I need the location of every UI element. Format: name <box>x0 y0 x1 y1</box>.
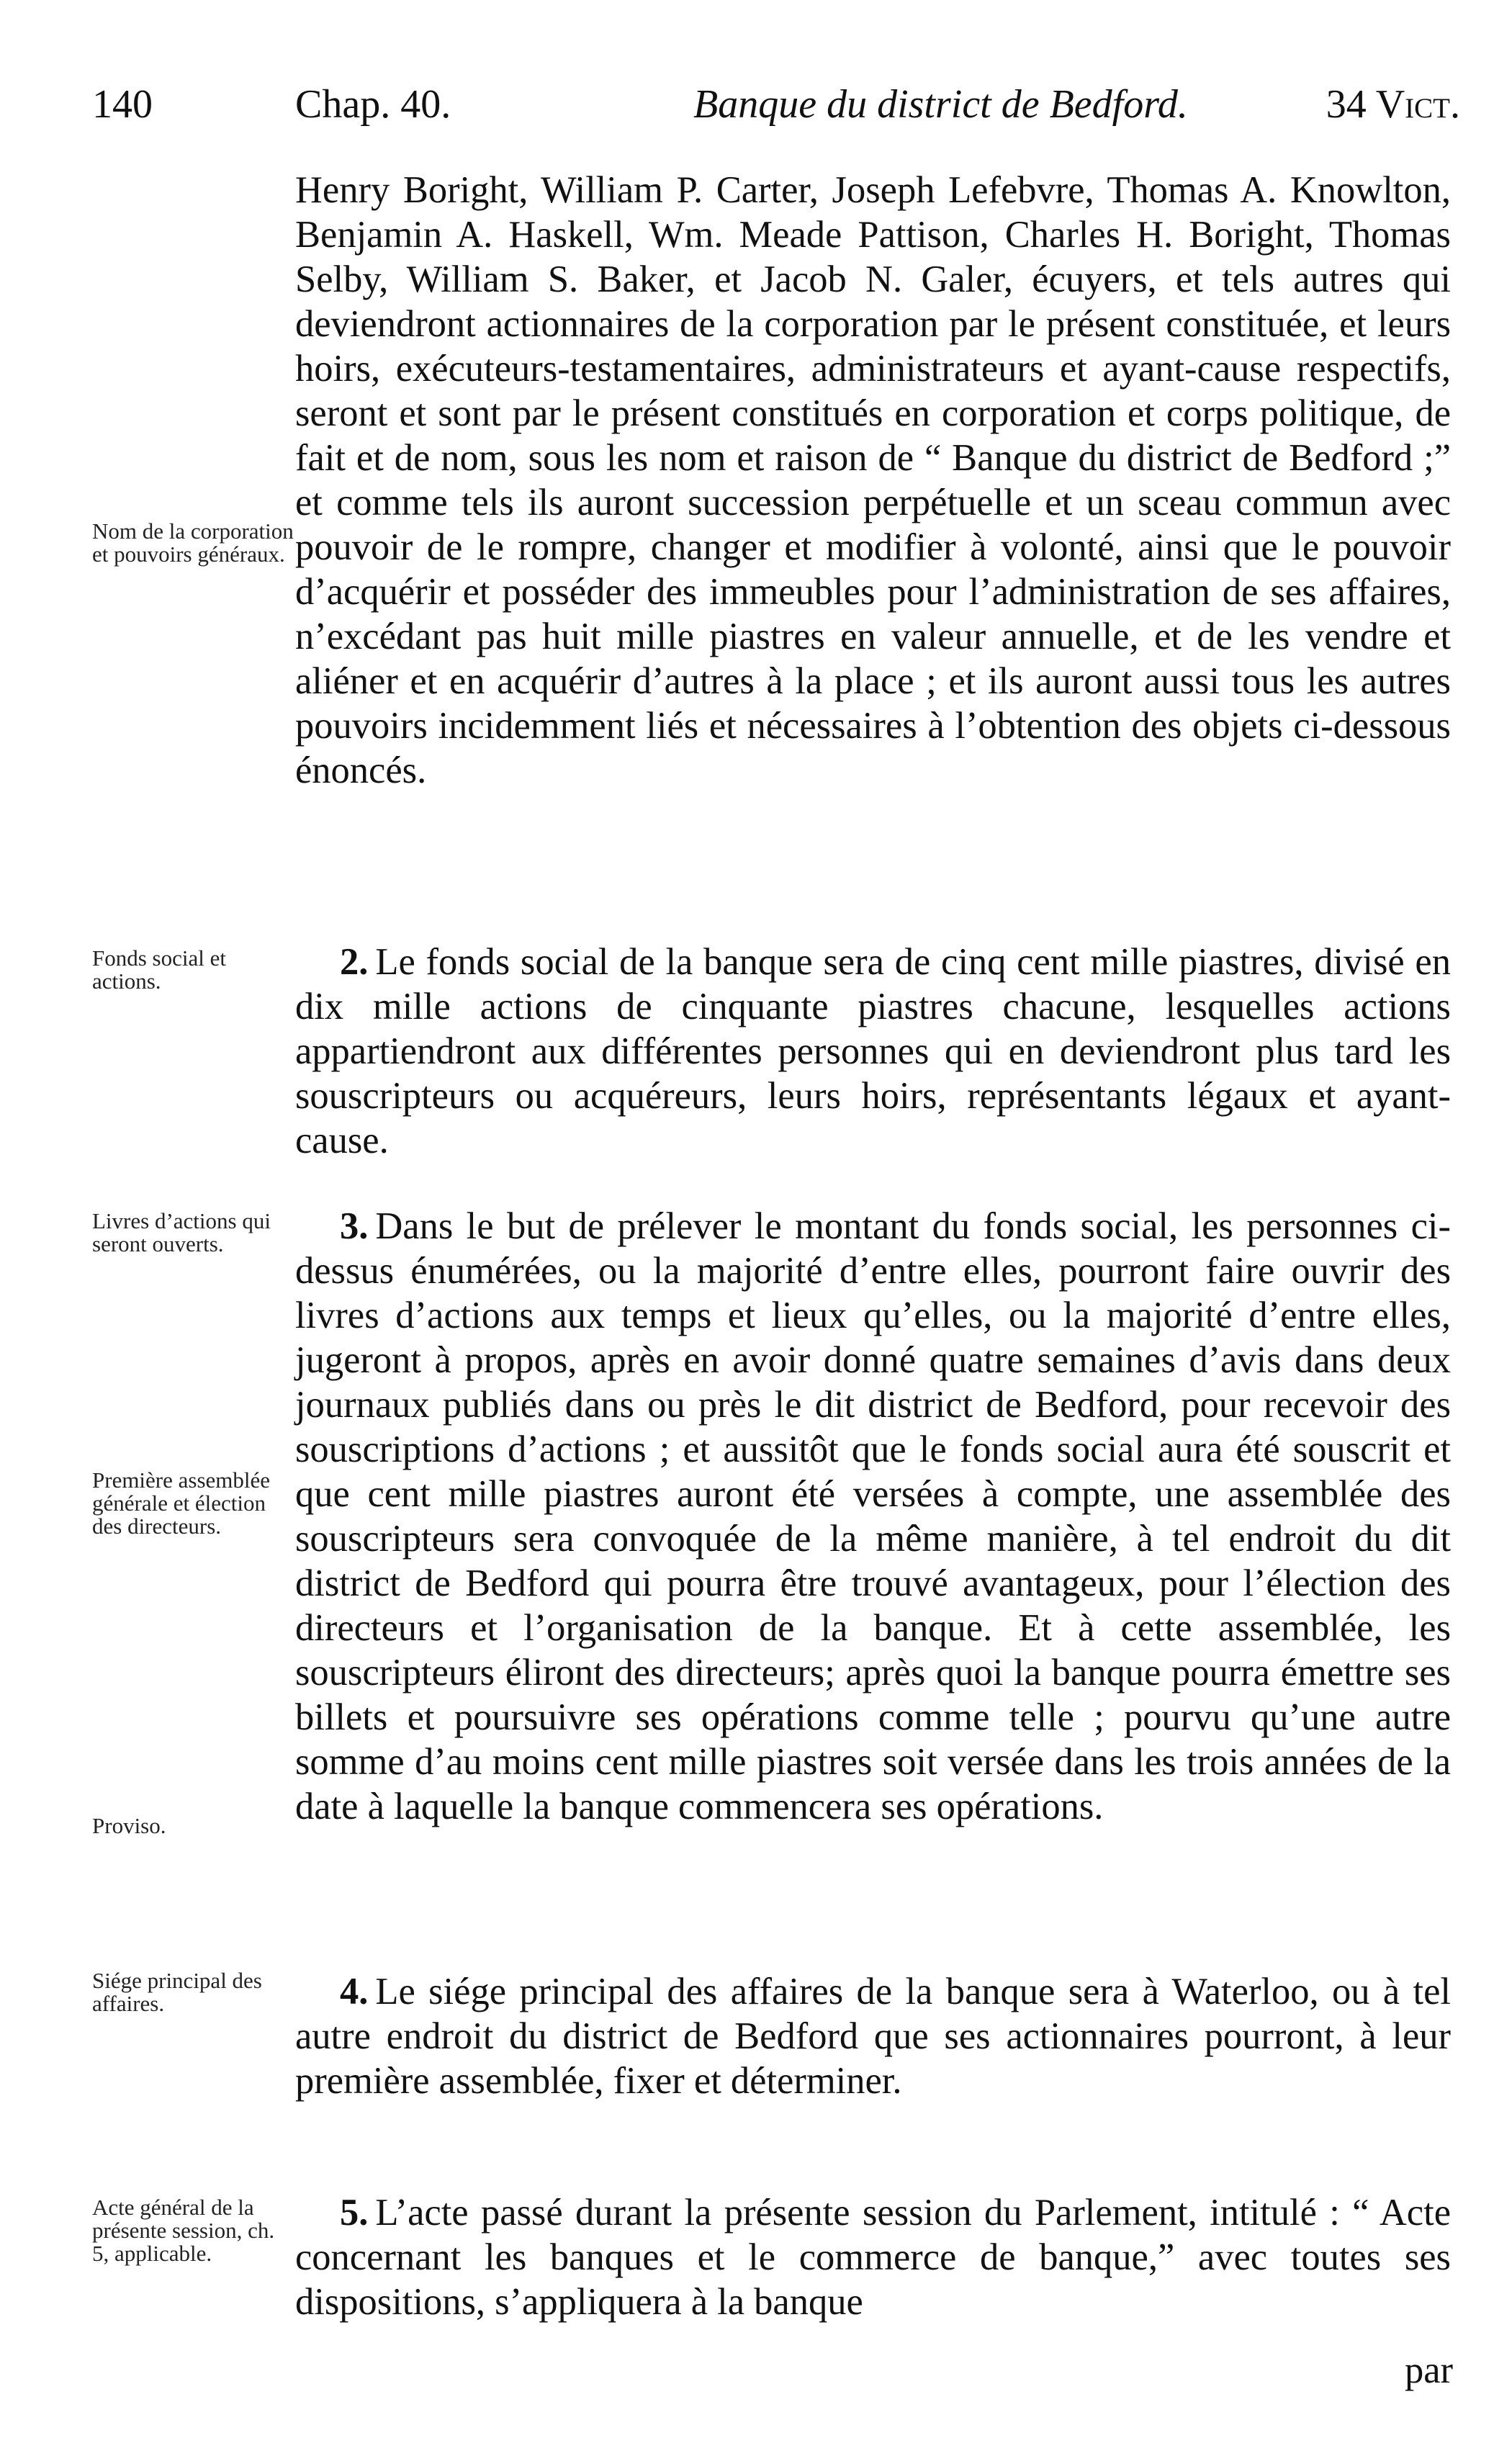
section-number: 5. <box>340 2192 369 2234</box>
margin-note: Fonds social et actions. <box>92 945 226 994</box>
margin-note: Acte général de la présente session, ch. 5, applicable. <box>92 2195 275 2266</box>
section-5 <box>295 2190 1451 2324</box>
chapter-label: Chap. 40. <box>295 82 451 127</box>
regnal-year: 34 Vict. <box>1326 82 1460 127</box>
section-4 <box>295 1969 1451 2103</box>
paragraph-1 <box>295 168 1451 793</box>
section-3 <box>295 1204 1451 1829</box>
margin-note: Livres d’actions qui seront ouverts. <box>92 1208 271 1256</box>
margin-note: Siége principal des affaires. <box>92 1968 262 2016</box>
page-number: 140 <box>92 82 153 127</box>
paragraph-text: Le siége principal des affaires de la banque sera à Waterloo, ou à tel autre endroit du district de Bedford que ses actionnaires pourront, à leur première assemblée, fixer et déterminer. <box>295 1971 1451 2102</box>
running-title: Banque du district de Bedford. <box>693 82 1188 127</box>
running-header <box>92 76 1460 133</box>
paragraph-text: Le fonds social de la banque sera de cinq cent mille piastres, divisé en dix mille actions de cinquante piastres chacune, lesquelles actions appartiendront aux différentes personnes qui en deviendront plus tard les souscripteurs ou acquéreurs, leurs hoirs, représentants légaux et ayant-cause. <box>295 941 1451 1161</box>
catchword: par <box>1404 2349 1453 2391</box>
paragraph-text: Dans le but de prélever le montant du fonds social, les personnes ci-dessus énumérées, ou la majorité d’entre elles, pourront faire ouvrir des livres d’actions aux temps et lieux qu’elles, ou la majorité d’entre elles, jugeront à propos, après en avoir donné quatre semaines d’avis dans deux journaux publiés dans ou près le dit district de Bedford, pour recevoir des souscriptions d’actions ; et aussitôt que le fonds social aura été souscrit et que cent mille piastres auront été versées à compte, une assemblée des souscripteurs sera convoquée de la même manière, à tel endroit du dit district de Bedford qui pourra être trouvé avantageux, pour l’élection des directeurs et l’organisation de la banque. Et à cette assemblée, les souscripteurs éliront des directeurs; après quoi la banque pourra émettre ses billets et poursuivre ses opérations comme telle ; pourvu qu’une autre somme d’au moins cent mille piastres soit versée dans les trois années de la date à laquelle la banque commencera ses opérations. <box>295 1205 1451 1827</box>
paragraph-text: L’acte passé durant la présente session du Parlement, intitulé : “ Acte concernant les banques et le commerce de banque,” avec toutes ses dispositions, s’appliquera à la banque <box>295 2192 1451 2323</box>
section-number: 4. <box>340 1971 369 2012</box>
section-number: 3. <box>340 1205 369 1247</box>
margin-note: Proviso. <box>92 1813 166 1838</box>
margin-note: Nom de la corporation et pouvoirs généraux. <box>92 518 294 567</box>
paragraph-text: Henry Boright, William P. Carter, Joseph Lefebvre, Thomas A. Knowlton, Benjamin A. Haskell, Wm. Meade Pattison, Charles H. Boright, Thomas Selby, William S. Baker, et Jacob N. Galer, écuyers, et tels autres qui deviendront actionnaires de la corporation par le présent constituée, et leurs hoirs, exécuteurs-testamentaires, administrateurs et ayant-cause respectifs, seront et sont par le présent constitués en corporation et corps politique, de fait et de nom, sous les nom et raison de “ Banque du district de Bedford ;” et comme tels ils auront succession perpétuelle et un sceau commun avec pouvoir de le rompre, changer et modifier à volonté, ainsi que le pouvoir d’acquérir et posséder des immeubles pour l’administration de ses affaires, n’excédant pas huit mille piastres en valeur annuelle, et de les vendre et aliéner et en acquérir d’autres à la place ; et ils auront aussi tous les autres pouvoirs incidemment liés et nécessaires à l’obtention des objets ci-dessous énoncés. <box>295 169 1451 791</box>
margin-note: Première assemblée générale et élection des directeurs. <box>92 1467 271 1539</box>
section-2 <box>295 940 1451 1163</box>
section-number: 2. <box>340 941 369 983</box>
